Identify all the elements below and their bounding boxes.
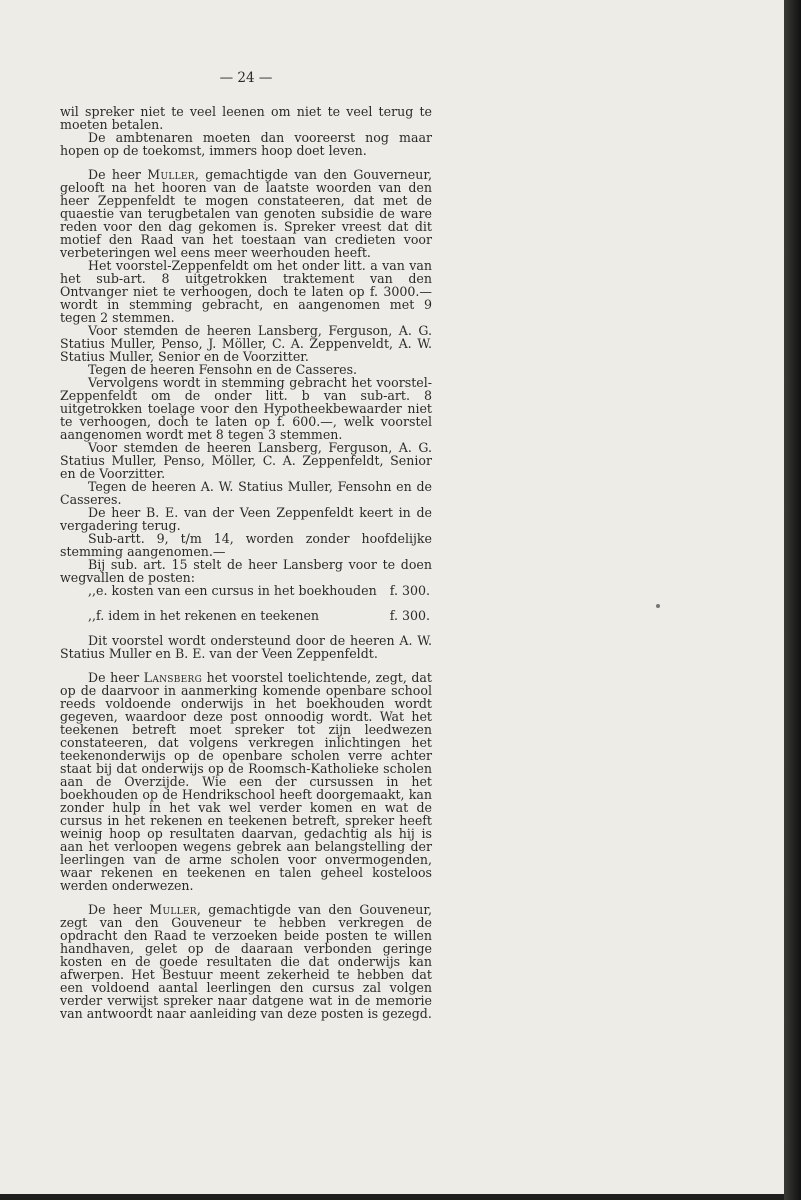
paragraph: Het voorstel-Zeppenfeldt om het onder litt. a van van het sub-art. 8 uitgetrokken traktement van den Ontvanger niet te verhoogen, doch te laten op f. 3000.— wordt in stemming gebracht, en aangenomen met 9 tegen 2 stemmen. <box>60 258 432 325</box>
budget-item-e <box>60 584 432 597</box>
paragraph: Vervolgens wordt in stemming gebracht het voorstel-Zeppenfeldt om de onder litt. b van sub-art. 8 uitgetrokken toelage voor den Hypotheekbewaarder niet te verhoogen, doch te laten op f. 600.—, welk voorstel aangenomen wordt met 8 tegen 3 stemmen. <box>60 375 432 442</box>
page-body <box>60 72 432 1020</box>
page-edge-shadow <box>784 0 801 1200</box>
speaker-name: Muller <box>147 167 195 182</box>
paragraph: Sub-artt. 9, t/m 14, worden zonder hoofdelijke stemming aangenomen.— <box>60 531 432 559</box>
page-number: — 24 — <box>219 70 273 86</box>
budget-item-label: ,,e. kosten van een cursus in het boekhouden <box>88 583 377 598</box>
speaker-name: Muller <box>149 902 197 917</box>
paragraph: Voor stemden de heeren Lansberg, Ferguson, A. G. Statius Muller, Penso, J. Möller, C. A. Zeppenveldt, A. W. Statius Muller, Senior en de Voorzitter. <box>60 323 432 364</box>
paragraph: Tegen de heeren A. W. Statius Muller, Fensohn en de Casseres. <box>60 479 432 507</box>
paragraph-text: gemachtigde van den Gouveneur, zegt van den Gouveneur te hebben verkregen de opdracht den Raad te verzoeken beide posten te willen handhaven, gelet op de daaraan verbonden geringe kosten en de goede resultaten die dat onderwijs kan afwerpen. Het Bestuur meent zekerheid te hebben dat een voldoend aantal leerlingen den cursus zal volgen verder verwijst spreker naar datgene wat in de memorie van antwoordt naar aanleiding van deze posten is gezegd. <box>60 902 432 1021</box>
paragraph-lansberg <box>60 671 432 892</box>
ink-speck <box>656 604 660 608</box>
paragraph-text: het voorstel toelichtende, zegt, dat op de daarvoor in aanmerking komende openbare school reeds voldoende onderwijs in het boekhouden wordt gegeven, waardoor deze post onnoodig wordt. Wat het teekenen betreft moet spreker tot zijn leedwezen constateeren, dat volgens verkregen inlichtingen het teekenonderwijs op de openbare scholen verre achter staat bij dat onderwijs op de Roomsch-Katholieke scholen aan de Overzijde. Wie een der cursussen in het boekhouden op de Hendrikschool heeft doorgemaakt, kan zonder hulp in het vak wel verder komen en wat de cursus in het rekenen en teekenen betreft, spreker heeft weinig hoop op resultaten daarvan, gedachtig als hij is aan het verloopen wegens gebrek aan belangstelling der leerlingen van de arme scholen voor onvermogenden, waar rekenen en teekenen en talen geheel kosteloos werden onderwezen. <box>60 670 432 893</box>
paragraph-muller-2: De heer Muller, gemachtigde van den Gouveneur, zegt van den Gouveneur te hebben verkregen de opdracht den Raad te verzoeken beide posten te willen handhaven, gelet op de daaraan verbonden geringe kosten en de goede resultaten die dat onderwijs kan afwerpen. Het Bestuur meent zekerheid te hebben dat een voldoend aantal leerlingen den cursus zal volgen verder verwijst spreker naar datgene wat in de memorie van antwoordt naar aanleiding van deze posten is gezegd. <box>60 902 432 1021</box>
speaker-prefix: De heer <box>88 902 150 917</box>
paragraph: Dit voorstel wordt ondersteund door de heeren A. W. Statius Muller en B. E. van der Veen Zeppenfeldt. <box>60 633 432 661</box>
speaker-name: Lansberg <box>143 670 203 685</box>
budget-item-amount: f. 300. <box>389 583 430 598</box>
paragraph-continuation: wil spreker niet te veel leenen om niet te veel terug te moeten betalen. <box>60 104 432 132</box>
speaker-prefix: De heer <box>88 167 148 182</box>
budget-item-f <box>60 609 432 622</box>
paragraph: Voor stemden de heeren Lansberg, Ferguson, A. G. Statius Muller, Penso, Möller, C. A. Zeppenfeldt, Senior en de Voorzitter. <box>60 440 432 481</box>
paragraph: De heer B. E. van der Veen Zeppenfeldt keert in de vergadering terug. <box>60 505 432 533</box>
budget-item-label: ,,f. idem in het rekenen en teekenen <box>88 608 320 623</box>
speaker-prefix: De heer <box>88 670 144 685</box>
paragraph-muller-1: De heer Muller, gemachtigde van den Gouverneur, gelooft na het hooren van de laatste woorden van den heer Zeppenfeldt te mogen constateeren, dat met de quaestie van terugbetalen van genoten subsidie de ware reden voor den dag gekomen is. Spreker vreest dat dit motief den Raad van het toestaan van credieten voor verbeteringen wel eens meer weerhouden heeft. <box>60 167 432 260</box>
budget-item-amount: f. 300. <box>389 608 430 623</box>
paragraph: De ambtenaren moeten dan vooreerst nog maar hopen op de toekomst, immers hoop doet leven. <box>60 130 432 158</box>
paragraph: Bij sub. art. 15 stelt de heer Lansberg voor te doen wegvallen de posten: <box>60 557 432 585</box>
paragraph-text: gemachtigde van den Gouverneur, gelooft na het hooren van de laatste woorden van den heer Zeppenfeldt te mogen constateeren, dat met de quaestie van terugbetalen van genoten subsidie de ware reden voor den dag gekomen is. Spreker vreest dat dit motief den Raad van het toestaan van credieten voor verbeteringen wel eens meer weerhouden heeft. <box>60 167 432 260</box>
paragraph: Tegen de heeren Fensohn en de Casseres. <box>88 362 358 377</box>
